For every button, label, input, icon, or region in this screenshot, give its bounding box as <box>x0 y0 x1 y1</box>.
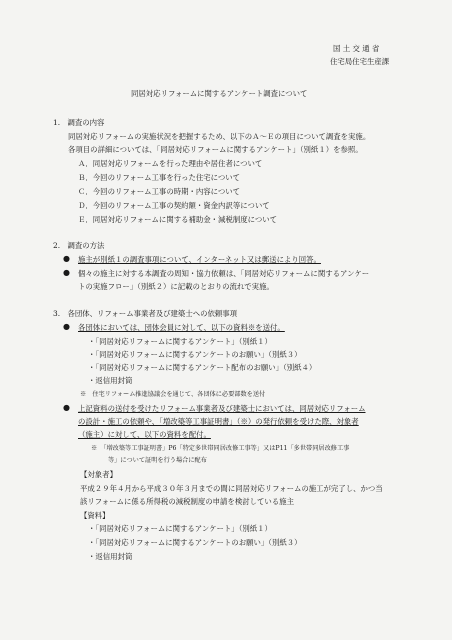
section2-bullet2-line1: 個々の施主に対する本調査の周知・協力依頼は、「同居対応リフォームに関するアンケー <box>78 269 370 278</box>
bullet-icon: ● <box>63 403 70 412</box>
list-item: Ｃ．今回のリフォーム工事の時期・内容について <box>78 187 241 196</box>
note-2-line1: ※ 「増改築等工事証明書」P6「特定多世帯同居改修工事等」又はP11「多世帯同居改修工事 <box>91 445 350 452</box>
section3-bullet1: 各団体においては、団体会員に対して、以下の資料※を送付。 <box>78 323 285 332</box>
doc-item: ・「同居対応リフォームに関するアンケート配布のお願い」（別紙４） <box>88 363 317 372</box>
document-title: 同居対応リフォームに関するアンケート調査について <box>131 89 308 98</box>
section2-bullet2-line2: トの実施フロー」（別紙２）に記載のとおりの流れで実施。 <box>78 282 274 291</box>
bullet-icon: ● <box>63 322 70 331</box>
bureau-name: 住宅局住宅生産課 <box>330 57 390 66</box>
section2-heading: 2. 調査の方法 <box>53 241 105 250</box>
note-1: ※ 住宅リフォーム推進協議会を通じて、各団体に必要部数を送付 <box>80 391 266 398</box>
section1-intro1: 同居対応リフォームの実施状況を把握するため、以下のＡ～Ｅの項目について調査を実施。 <box>68 132 371 141</box>
target-line2: 該リフォームに係る所得税の減税制度の申請を検討している施主 <box>80 497 294 506</box>
section2-bullet1: 施主が別紙１の調査事項について、インターネット又は郵送により回答。 <box>78 255 321 264</box>
doc-item: ・「同居対応リフォームに関するアンケートのお願い」（別紙３） <box>88 350 302 359</box>
list-item: Ｅ．同居対応リフォームに関する補助金・減税制度について <box>78 215 278 224</box>
doc-item: ・「同居対応リフォームに関するアンケート」（別紙１） <box>88 524 272 533</box>
section1-intro2: 各項目の詳細については、「同居対応リフォームに関するアンケート」（別紙１）を参照。 <box>68 145 363 154</box>
list-item: Ａ．同居対応リフォームを行った理由や居住者について <box>78 159 263 168</box>
list-item: Ｄ．今回のリフォーム工事の契約額・資金内訳等について <box>78 201 270 210</box>
doc-item: ・「同居対応リフォームに関するアンケート」（別紙１） <box>88 337 272 346</box>
target-line1: 平成２９年４月から平成３０年３月までの間に同居対応リフォームの施工が完了し、かつ当 <box>80 484 383 493</box>
bullet-icon: ● <box>63 268 70 277</box>
section3-heading: 3. 各団体、リフォーム事業者及び建築士への依頼事項 <box>53 309 238 318</box>
section1-heading: 1. 調査の内容 <box>53 118 105 127</box>
doc-item: ・「同居対応リフォームに関するアンケートのお願い」（別紙３） <box>88 538 302 547</box>
section3-bullet2-line2: の設計・施工の依頼や、「増改築等工事証明書」（※）の発行依頼を受けた際、対象者 <box>78 417 359 426</box>
section3-bullet2-line1: 上記資料の送付を受けたリフォーム事業者及び建築士においては、同居対応リフォーム <box>78 404 366 413</box>
list-item: Ｂ．今回のリフォーム工事を行った住宅について <box>78 173 241 182</box>
section3-bullet2-line3: （施主）に対して、以下の資料を配付。 <box>78 430 211 439</box>
target-heading: 【対象者】 <box>80 470 117 479</box>
materials-heading: 【資料】 <box>80 511 110 520</box>
doc-item: ・返信用封筒 <box>88 552 133 561</box>
doc-item: ・返信用封筒 <box>88 376 133 385</box>
note-2-line2: 等」について証明を行う場合に配布 <box>108 457 207 464</box>
bullet-icon: ● <box>63 254 70 263</box>
ministry-name: 国 土 交 通 省 <box>333 44 380 53</box>
